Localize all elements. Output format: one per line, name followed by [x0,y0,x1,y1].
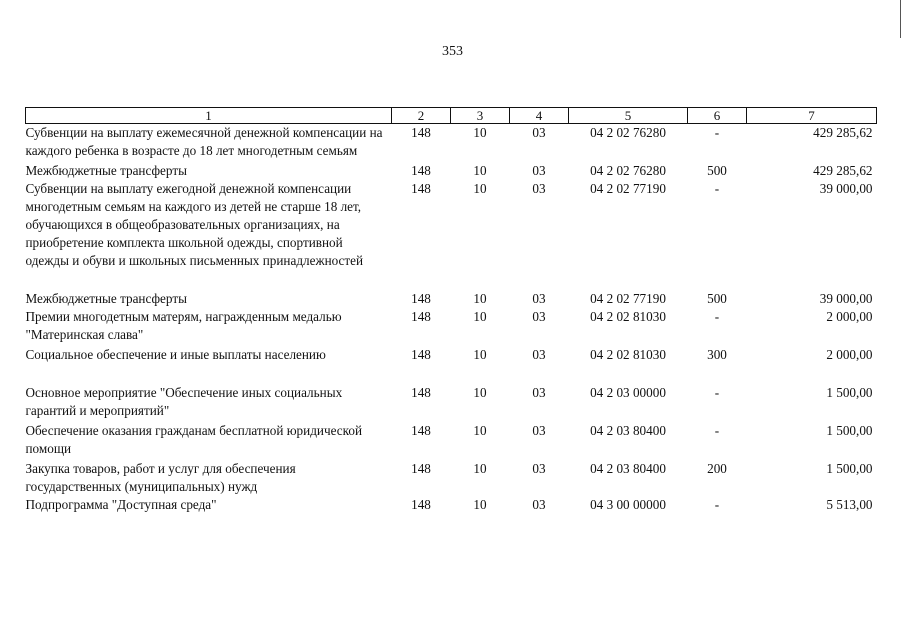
budget-table [25,107,877,514]
row-target-article: 04 2 02 76280 [590,163,666,178]
row-subsection-code: 03 [532,291,546,306]
row-amount: 429 285,62 [813,163,873,178]
row-expense-type: - [714,309,720,324]
row-expense-type: 500 [707,291,727,306]
scan-edge-line [900,0,901,38]
row-expense-type: - [714,423,720,438]
row-name: Премии многодетным матерям, награжденным медалью "Материнская слава" [25,309,342,342]
row-target-article: 04 2 02 81030 [590,309,666,324]
row-expense-type: 300 [707,347,727,362]
row-ministry-code: 148 [411,291,431,306]
table-row [26,496,877,514]
header-cell: 3 [451,108,510,124]
row-name: Межбюджетные трансферты [25,291,187,306]
row-expense-type: - [714,385,720,400]
header-cell: 5 [569,108,688,124]
row-subsection-code: 03 [532,163,546,178]
row-subsection-code: 03 [532,347,546,362]
row-expense-type: 500 [707,163,727,178]
row-name: Обеспечение оказания гражданам бесплатной юридической помощи [25,423,363,456]
row-ministry-code: 148 [411,125,431,140]
row-target-article: 04 2 02 77190 [590,181,666,196]
row-amount: 429 285,62 [813,125,873,140]
row-ministry-code: 148 [411,497,431,512]
row-amount: 39 000,00 [819,181,873,196]
row-name: Социальное обеспечение и иные выплаты населению [25,347,326,362]
table-row [26,162,877,180]
table-row [26,460,877,496]
row-section-code: 10 [473,497,487,512]
table-row [26,308,877,346]
header-cell: 1 [26,108,392,124]
table-row [26,384,877,422]
table-row [26,180,877,290]
row-name: Закупка товаров, работ и услуг для обеспечения государственных (муниципальных) нужд [25,461,296,494]
row-subsection-code: 03 [532,423,546,438]
row-amount: 2 000,00 [826,309,873,324]
row-section-code: 10 [473,309,487,324]
row-subsection-code: 03 [532,181,546,196]
row-expense-type: - [714,125,720,140]
row-section-code: 10 [473,291,487,306]
row-name: Межбюджетные трансферты [25,163,187,178]
header-cell: 7 [747,108,877,124]
row-amount: 1 500,00 [826,461,873,476]
row-section-code: 10 [473,163,487,178]
header-cell: 6 [688,108,747,124]
row-name: Субвенции на выплату ежемесячной денежной компенсации на каждого ребенка в возрасте до 18 лет многодетным семьям [25,125,383,158]
row-section-code: 10 [473,125,487,140]
row-section-code: 10 [473,423,487,438]
header-cell: 2 [392,108,451,124]
row-ministry-code: 148 [411,347,431,362]
row-target-article: 04 2 02 81030 [590,347,666,362]
row-section-code: 10 [473,181,487,196]
row-amount: 1 500,00 [826,385,873,400]
table-row [26,124,877,163]
row-amount: 39 000,00 [819,291,873,306]
row-subsection-code: 03 [532,461,546,476]
row-section-code: 10 [473,385,487,400]
row-target-article: 04 2 03 80400 [590,423,666,438]
row-ministry-code: 148 [411,309,431,324]
row-ministry-code: 148 [411,423,431,438]
row-target-article: 04 2 02 77190 [590,291,666,306]
row-name: Основное мероприятие "Обеспечение иных социальных гарантий и мероприятий" [25,385,343,418]
page-number: 353 [442,44,463,59]
row-subsection-code: 03 [532,497,546,512]
row-name: Подпрограмма "Доступная среда" [25,497,217,512]
table-header-row [26,108,877,124]
row-ministry-code: 148 [411,385,431,400]
row-expense-type: 200 [707,461,727,476]
row-target-article: 04 2 03 00000 [590,385,666,400]
row-section-code: 10 [473,461,487,476]
row-subsection-code: 03 [532,385,546,400]
row-ministry-code: 148 [411,181,431,196]
table-row [26,346,877,384]
row-expense-type: - [714,497,720,512]
row-target-article: 04 2 02 76280 [590,125,666,140]
row-target-article: 04 2 03 80400 [590,461,666,476]
row-section-code: 10 [473,347,487,362]
row-amount: 2 000,00 [826,347,873,362]
row-amount: 1 500,00 [826,423,873,438]
row-name: Субвенции на выплату ежегодной денежной компенсации многодетным семьям на каждого из детей не старше 18 лет, обучающихся в общеобразовательных организациях, на приобретение комплекта школьной одежды, спортивной одежды и обуви и школьных письменных принадлежностей [25,181,364,268]
table-row [26,422,877,460]
row-target-article: 04 3 00 00000 [590,497,666,512]
row-expense-type: - [714,181,720,196]
row-ministry-code: 148 [411,461,431,476]
row-amount: 5 513,00 [826,497,873,512]
header-cell: 4 [510,108,569,124]
row-subsection-code: 03 [532,125,546,140]
table-row [26,290,877,308]
row-subsection-code: 03 [532,309,546,324]
row-ministry-code: 148 [411,163,431,178]
